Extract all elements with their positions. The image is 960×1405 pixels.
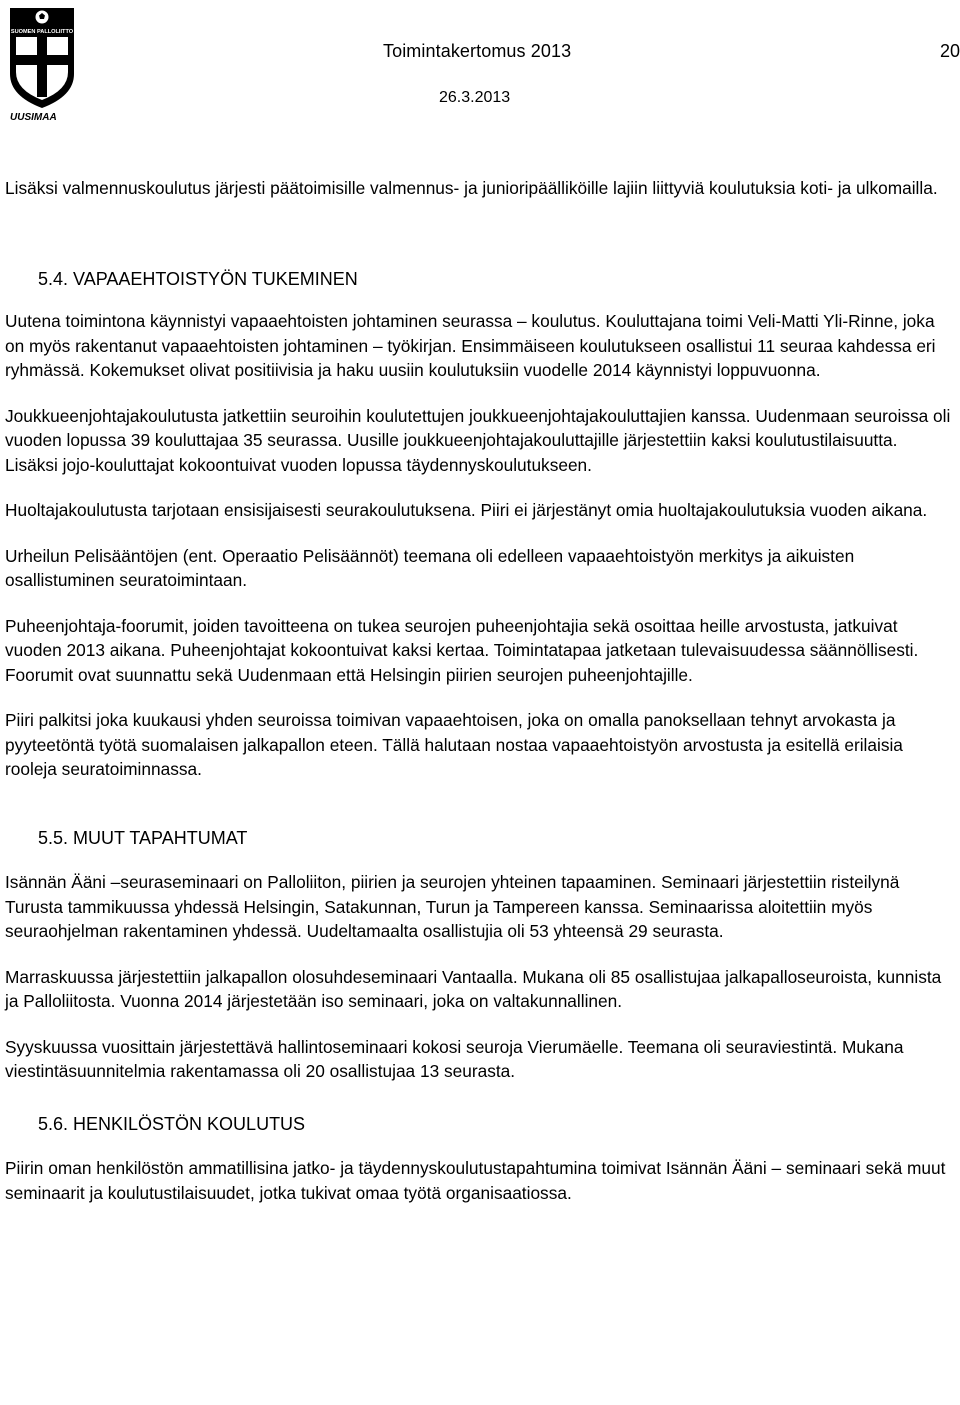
paragraph: Joukkueenjohtajakoulutusta jatkettiin seuroihin koulutettujen joukkueenjohtajakouluttajien kanssa. Uudenmaan seuroissa oli vuoden lopussa 39 kouluttajaa 35 seurassa. Uusille joukkueenjohtajakouluttajille järjestettiin kaksi koulutustilaisuutta. Lisäksi jojo-kouluttajat kokoontuivat vuoden lopussa täydennyskoulutukseen. xyxy=(5,405,951,475)
report-title: Toimintakertomus 2013 xyxy=(383,41,572,61)
paragraph: Isännän Ääni –seuraseminaari on Palloliiton, piirien ja seurojen yhteinen tapaaminen. Seminaari järjestettiin risteilynä Turusta tammikuussa yhdessä Helsingin, Satakunnan, Turun ja Tampereen kanssa. Seminaarissa aloitettiin myös seuraohjelman rakentaminen yhdessä. Uudeltamaalta osallistujia oli 53 yhteensä 29 seurasta. xyxy=(5,872,900,941)
paragraph: Syyskuussa vuosittain järjestettävä hallintoseminaari kokosi seuroja Vierumäelle. Teemana oli seuraviestintä. Mukana viestintäsuunnitelmia rakentamassa oli 20 osallistujaa 13 seurasta. xyxy=(5,1036,904,1081)
paragraph: Marraskuussa järjestettiin jalkapallon olosuhdeseminaari Vantaalla. Mukana oli 85 osallistujaa jalkapalloseuroista, kunnista ja Palloliitosta. Vuonna 2014 järjestetään iso seminaari, joka on valtakunnallinen. xyxy=(5,966,942,1011)
paragraph: Urheilun Pelisääntöjen (ent. Operaatio Pelisäännöt) teemana oli edelleen vapaaehtoistyön merkitys ja aikuisten osallistuminen seuratoimintaan. xyxy=(5,545,855,590)
paragraph: Uutena toimintona käynnistyi vapaaehtoisten johtaminen seurassa – koulutus. Kouluttajana toimi Veli-Matti Yli-Rinne, joka on myös rakentanut vapaaehtoisten johtaminen – työkirjan. Ensimmäiseen koulutukseen osallistui 11 seuraa kahdessa eri ryhmässä. Kokemukset olivat positiivisia ja haku uusiin koulutuksiin vuodelle 2014 käynnistyi loppuvuonna. xyxy=(5,311,936,380)
document-body xyxy=(5,176,955,1226)
section-heading-5-4: 5.4. VAPAAEHTOISTYÖN TUKEMINEN xyxy=(38,268,358,289)
svg-text:UUSIMAA: UUSIMAA xyxy=(10,112,57,122)
paragraph: Puheenjohtaja-foorumit, joiden tavoitteena on tukea seurojen puheenjohtajia sekä osoittaa heille arvostusta, jatkuivat vuoden 2013 aikana. Puheenjohtajat kokoontuivat kaksi kertaa. Toimintatapaa jatketaan tulevaisuudessa säännöllisesti. Foorumit ovat suunnattu sekä Uudenmaan että Helsingin piirien seurojen puheenjohtajille. xyxy=(5,615,919,685)
paragraph: Piirin oman henkilöstön ammatillisina jatko- ja täydennyskoulutustapahtumina toimivat Isännän Ääni – seminaari sekä muut seminaarit ja koulutustilaisuudet, jotka tukivat omaa työtä organisaatiossa. xyxy=(5,1158,946,1203)
section-heading-5-6: 5.6. HENKILÖSTÖN KOULUTUS xyxy=(38,1113,306,1134)
svg-text:SUOMEN PALLOLIITTO: SUOMEN PALLOLIITTO xyxy=(10,29,74,35)
paragraph: Piiri palkitsi joka kuukausi yhden seuroissa toimivan vapaaehtoisen, joka on omalla panoksellaan tehnyt arvokasta ja pyyteetöntä työtä suomalaisen jalkapallon eteen. Tällä halutaan nostaa vapaaehtoistyön arvostusta ja esitellä erilaisia rooleja seuratoiminnassa. xyxy=(5,710,903,779)
report-date: 26.3.2013 xyxy=(439,89,511,106)
page-number: 20 xyxy=(939,41,960,61)
suomen-palloliitto-uusimaa-logo xyxy=(6,4,78,122)
paragraph: Huoltajakoulutusta tarjotaan ensisijaisesti seurakoulutuksena. Piiri ei järjestänyt omia huoltajakoulutuksia vuoden aikana. xyxy=(5,500,928,520)
section-heading-5-5: 5.5. MUUT TAPAHTUMAT xyxy=(38,827,248,848)
paragraph: Lisäksi valmennuskoulutus järjesti päätoimisille valmennus- ja junioripäälliköille lajiin liittyviä koulutuksia koti- ja ulkomailla. xyxy=(5,178,938,198)
